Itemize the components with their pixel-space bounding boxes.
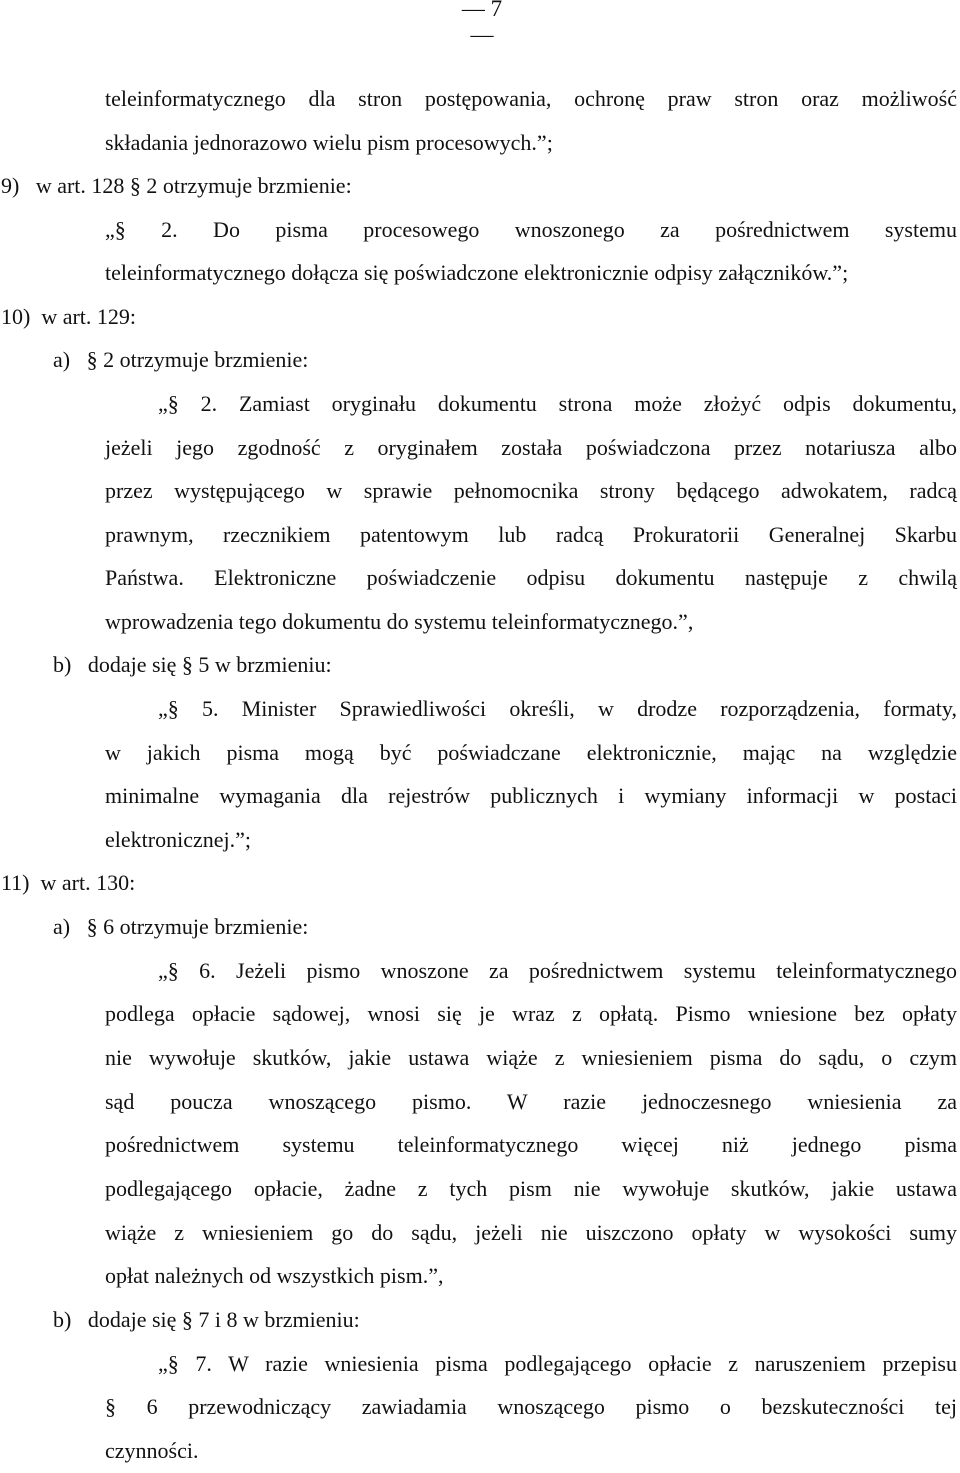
text-line: czynności.: [105, 1438, 199, 1463]
text-line: opłat należnych od wszystkich pism.”,: [105, 1263, 444, 1288]
sub-item-b: b) dodaje się § 5 w brzmieniu:: [53, 652, 332, 677]
text-line: wiąże z wniesieniem go do sądu, jeżeli nie uiszczono opłaty w wysokości sumy: [105, 1220, 957, 1245]
text-line: „§ 2. Do pisma procesowego wnoszonego za pośrednictwem systemu: [105, 217, 957, 242]
text-line: jeżeli jego zgodność z oryginałem została poświadczona przez notariusza albo: [105, 435, 957, 460]
text-line: elektronicznej.”;: [105, 827, 251, 852]
text-line: „§ 7. W razie wniesienia pisma podlegającego opłacie z naruszeniem przepisu: [158, 1351, 957, 1376]
text-line: wprowadzenia tego dokumentu do systemu teleinformatycznego.”,: [105, 609, 694, 634]
text-line: minimalne wymagania dla rejestrów publicznych i wymiany informacji w postaci: [105, 783, 957, 808]
text-line: „§ 5. Minister Sprawiedliwości określi, w drodze rozporządzenia, formaty,: [158, 696, 957, 721]
text-line: podlega opłacie sądowej, wnosi się je wraz z opłatą. Pismo wniesione bez opłaty: [105, 1001, 957, 1026]
sub-item-a: a) § 2 otrzymuje brzmienie:: [53, 347, 309, 372]
text-line: sąd poucza wnoszącego pismo. W razie jednoczesnego wniesienia za: [105, 1089, 957, 1114]
text-line: „§ 2. Zamiast oryginału dokumentu strona może złożyć odpis dokumentu,: [158, 391, 957, 416]
text-line: przez występującego w sprawie pełnomocnika strony będącego adwokatem, radcą: [105, 478, 957, 503]
list-item-10: 10) w art. 129:: [1, 304, 137, 329]
text-line: pośrednictwem systemu teleinformatycznego więcej niż jednego pisma: [105, 1132, 957, 1157]
text-line: prawnym, rzecznikiem patentowym lub radcą Prokuratorii Generalnej Skarbu: [105, 522, 957, 547]
text-line: teleinformatycznego dla stron postępowania, ochronę praw stron oraz możliwość: [105, 86, 957, 111]
text-line: podlegającego opłacie, żadne z tych pism nie wywołuje skutków, jakie ustawa: [105, 1176, 957, 1201]
sub-item-a: a) § 6 otrzymuje brzmienie:: [53, 914, 309, 939]
text-line: teleinformatycznego dołącza się poświadczone elektronicznie odpisy załączników.”;: [105, 260, 849, 285]
text-line: § 6 przewodniczący zawiadamia wnoszącego pismo o bezskuteczności tej: [105, 1394, 957, 1419]
sub-item-b: b) dodaje się § 7 i 8 w brzmieniu:: [53, 1307, 360, 1332]
text-line: „§ 6. Jeżeli pismo wnoszone za pośrednictwem systemu teleinformatycznego: [158, 958, 957, 983]
text-line: składania jednorazowo wielu pism procesowych.”;: [105, 130, 553, 155]
text-line: nie wywołuje skutków, jakie ustawa wiąże z wniesieniem pisma do sądu, o czym: [105, 1045, 957, 1070]
list-item-11: 11) w art. 130:: [1, 870, 136, 895]
text-line: w jakich pisma mogą być poświadczane elektronicznie, mając na względzie: [105, 740, 957, 765]
list-item-9: 9) w art. 128 § 2 otrzymuje brzmienie:: [1, 173, 352, 198]
page-number: — 7 —: [461, 0, 503, 47]
text-line: Państwa. Elektroniczne poświadczenie odpisu dokumentu następuje z chwilą: [105, 565, 957, 590]
